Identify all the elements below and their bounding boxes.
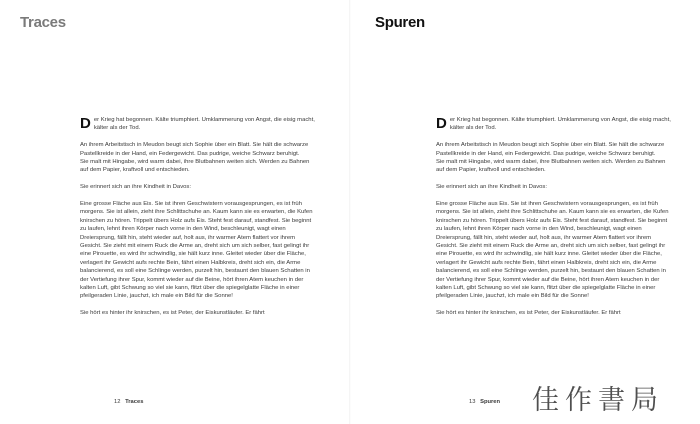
right-paragraph-5: Eine grosse Fläche aus Eis. Sie ist ihren Geschwistern vorausgesprungen, es ist früh morgens. Sie ist allein, zieht ihre Schlittschuhe an. Kaum kann sie es erwarten, die Kufen knirschen zu hören. Trippelt übers Holz aufs Eis. Steht fest darauf, standfest. Sie beginnt zu laufen, lehnt ihren Körper nach vorne in den Wind, beschleunigt, wagt einen Dreiersprung, fällt hin, steht wieder auf, holt aus, ihr warmer Atem flattert vor ihrem Gesicht. Sie zieht mit einem Ruck die Arme an, dreht sich um sich selber, fast gelingt ihr eine Pirouette, es wird ihr schwindlig, sie hält kurz inne. Gleitet wieder über die Fläche, verlagert ihr Gewicht aufs rechte Bein, fährt einen Halbkreis, dreht sich ein, die Arme balancierend, es soll eine Schlinge werden, purzelt hin, bestaunt den blauen Schatten in der Vertiefung ihrer Spur, kommt wieder auf die Beine, hört ihren Atem keuchen in der kalten Luft, gibt Schwung so viel sie kann, flitzt über die spiegelglatte Fläche in einer pfeilgeraden Linie, jauchzt, ich male ein Bild für die Sonne!	[436, 201, 669, 300]
right-paragraph-2: An ihrem Arbeitstisch in Meudon beugt sich Sophie über ein Blatt. Sie hält die schwarze Pastellkreide in der Hand, ein Federgewicht. Das pudrige, weiche Schwarz beruhigt.	[436, 142, 665, 157]
right-text-block	[436, 116, 671, 326]
right-page-number: 13	[469, 399, 476, 405]
left-paragraph-1-text: er Krieg hat begonnen. Kälte triumphiert. Umklammerung von Angst, die eisig macht, kälter als der Tod.	[93, 117, 315, 132]
right-paragraph-1	[436, 116, 671, 133]
left-page-number: 12	[114, 399, 121, 405]
left-folio-title: Traces	[125, 399, 144, 405]
right-folio-title: Spuren	[480, 399, 501, 405]
left-paragraph-3: Sie malt mit Hingabe, wird warm dabei, ihre Blutbahnen weiten sich. Werden zu Bahnen auf dem Papier, kraftvoll und entschieden.	[80, 159, 310, 174]
right-paragraph-1-text: er Krieg hat begonnen. Kälte triumphiert. Umklammerung von Angst, die eisig macht, kälter als der Tod.	[449, 117, 671, 132]
right-page	[350, 0, 700, 424]
right-page-title: Spuren	[375, 14, 425, 31]
right-dropcap: D	[436, 115, 447, 132]
right-paragraph-4: Sie erinnert sich an ihre Kindheit in Davos:	[436, 184, 547, 191]
left-text-block	[80, 116, 315, 326]
publisher-watermark: 佳作書局	[532, 385, 664, 416]
left-paragraph-1	[80, 116, 315, 133]
left-paragraph-5: Eine grosse Fläche aus Eis. Sie ist ihren Geschwistern vorausgesprungen, es ist früh morgens. Sie ist allein, zieht ihre Schlittschuhe an. Kaum kann sie es erwarten, die Kufen knirschen zu hören. Trippelt übers Holz aufs Eis. Steht fest darauf, standfest. Sie beginnt zu laufen, lehnt ihren Körper nach vorne in den Wind, beschleunigt, wagt einen Dreiersprung, fällt hin, steht wieder auf, holt aus, ihr warmer Atem flattert vor ihrem Gesicht. Sie zieht mit einem Ruck die Arme an, dreht sich um sich selber, fast gelingt ihr eine Pirouette, es wird ihr schwindlig, sie hält kurz inne. Gleitet wieder über die Fläche, verlagert ihr Gewicht aufs rechte Bein, fährt einen Halbkreis, dreht sich ein, die Arme balancierend, es soll eine Schlinge werden, purzelt hin, bestaunt den blauen Schatten in der Vertiefung ihrer Spur, kommt wieder auf die Beine, hört ihren Atem keuchen in der kalten Luft, gibt Schwung so viel sie kann, flitzt über die spiegelglatte Fläche in einer pfeilgeraden Linie, jauchzt, ich male ein Bild für die Sonne!	[80, 201, 313, 300]
right-paragraph-3: Sie malt mit Hingabe, wird warm dabei, ihre Blutbahnen weiten sich. Werden zu Bahnen auf dem Papier, kraftvoll und entschieden.	[436, 159, 666, 174]
right-paragraph-6: Sie hört es hinter ihr knirschen, es ist Peter, der Eiskunstläufer. Er fährt	[436, 310, 621, 317]
left-paragraph-2: An ihrem Arbeitstisch in Meudon beugt sich Sophie über ein Blatt. Sie hält die schwarze Pastellkreide in der Hand, ein Federgewicht. Das pudrige, weiche Schwarz beruhigt.	[80, 142, 309, 157]
left-paragraph-6: Sie hört es hinter ihr knirschen, es ist Peter, der Eiskunstläufer. Er fährt	[80, 310, 265, 317]
right-folio	[469, 398, 500, 406]
left-folio	[114, 398, 143, 406]
left-paragraph-4: Sie erinnert sich an ihre Kindheit in Davos:	[80, 184, 191, 191]
left-dropcap: D	[80, 115, 91, 132]
left-page-title: Traces	[20, 14, 66, 31]
